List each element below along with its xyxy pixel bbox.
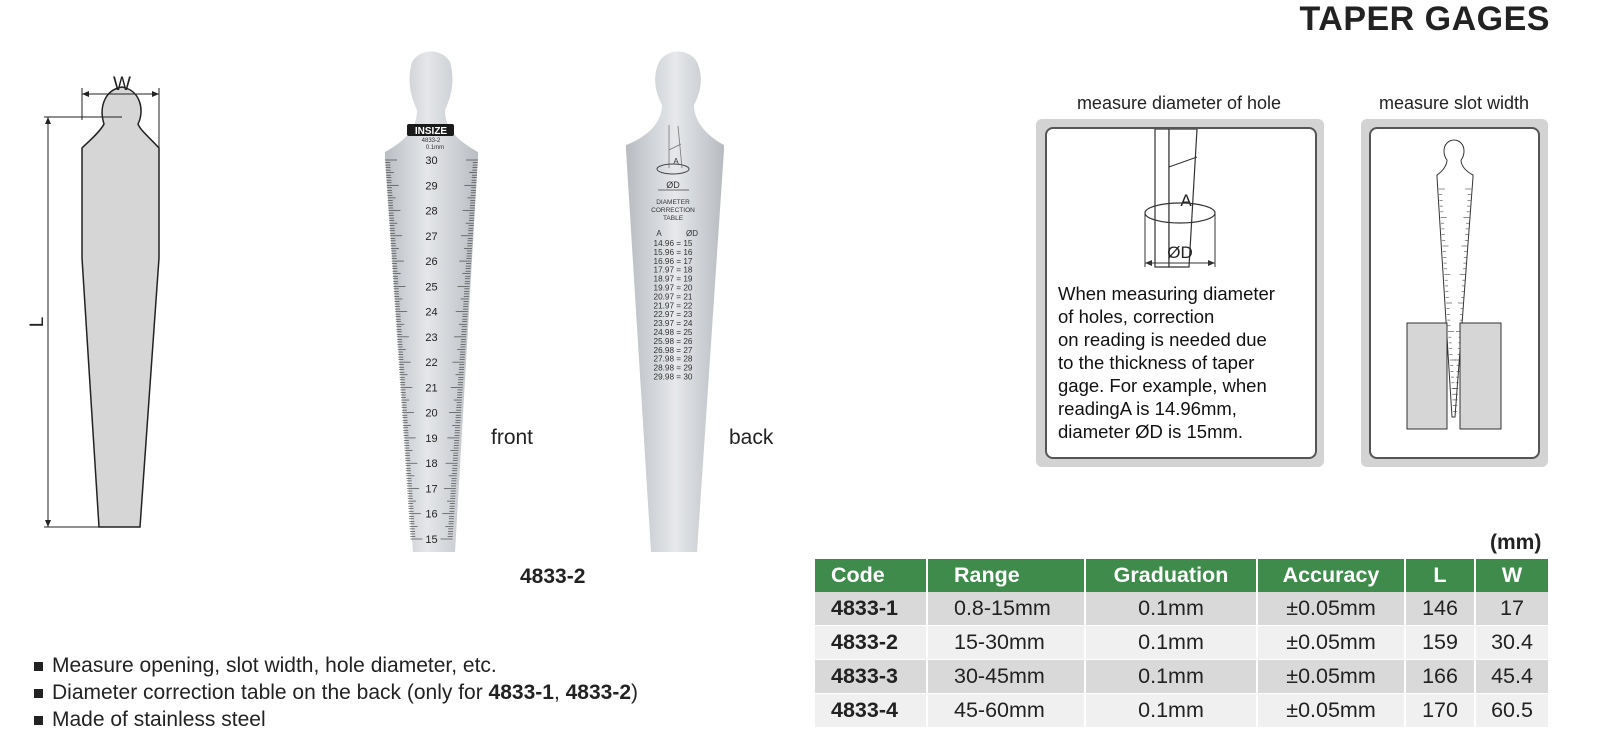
table-title-line: TABLE	[662, 215, 684, 222]
svg-text:A: A	[1180, 191, 1192, 210]
cell-w: 60.5	[1475, 694, 1548, 728]
svg-text:0.1mm: 0.1mm	[425, 145, 445, 151]
cell-code: 4833-4	[815, 694, 927, 728]
cell-l: 159	[1405, 626, 1475, 660]
cell-graduation: 0.1mm	[1085, 660, 1257, 694]
table-header-row	[815, 559, 1548, 592]
correction-row: 19.97 = 20	[653, 283, 693, 293]
cell-accuracy: ±0.05mm	[1257, 660, 1405, 694]
cell-l: 146	[1405, 592, 1475, 626]
scale-number: 16	[425, 508, 438, 521]
scale-number: 27	[425, 230, 438, 243]
feature-list	[32, 652, 638, 733]
cell-range: 30-45mm	[927, 660, 1085, 694]
cell-graduation: 0.1mm	[1085, 626, 1257, 660]
col-code: Code	[815, 559, 927, 592]
scale-number: 25	[425, 281, 438, 294]
table-title-line: CORRECTION	[651, 207, 695, 214]
cell-w: 45.4	[1475, 660, 1548, 694]
svg-text:A: A	[656, 229, 662, 238]
svg-text:4833-2: 4833-2	[421, 138, 441, 144]
cell-accuracy: ±0.05mm	[1257, 592, 1405, 626]
slot-diagram	[1371, 129, 1535, 454]
gage-outline	[82, 87, 159, 527]
col-w: W	[1475, 559, 1548, 592]
hole-panel-title: measure diameter of hole	[1076, 93, 1282, 113]
correction-row: 20.97 = 21	[653, 292, 693, 302]
cell-code: 4833-3	[815, 660, 927, 694]
svg-text:ØD: ØD	[666, 180, 680, 190]
correction-row: 15.96 = 16	[653, 247, 693, 257]
cell-graduation: 0.1mm	[1085, 592, 1257, 626]
cell-range: 0.8-15mm	[927, 592, 1085, 626]
table-title-line: DIAMETER	[656, 199, 690, 206]
correction-row: 23.97 = 24	[653, 319, 693, 329]
correction-row: 29.98 = 30	[653, 372, 693, 382]
correction-row: 22.97 = 23	[653, 310, 693, 320]
spec-table	[815, 559, 1548, 728]
list-item: Measure opening, slot width, hole diameter, etc.	[32, 652, 638, 679]
svg-text:A: A	[673, 157, 679, 166]
svg-text:INSIZE: INSIZE	[414, 126, 448, 137]
scale-number: 30	[425, 155, 438, 167]
cell-code: 4833-1	[815, 592, 927, 626]
hole-note: When measuring diameter of holes, correction on reading is needed due to the thickness of taper gage. For example, when readingA is 14.96mm, diameter ØD is 15mm.	[1058, 283, 1275, 442]
correction-table	[654, 239, 693, 382]
svg-text:ØD: ØD	[1167, 243, 1193, 262]
cell-graduation: 0.1mm	[1085, 694, 1257, 728]
unit-label: (mm)	[1490, 531, 1542, 554]
cell-w: 30.4	[1475, 626, 1548, 660]
cell-accuracy: ±0.05mm	[1257, 694, 1405, 728]
col-range: Range	[927, 559, 1085, 592]
correction-row: 24.98 = 25	[653, 328, 693, 337]
cell-l: 170	[1405, 694, 1475, 728]
front-label: front	[491, 426, 534, 449]
model-label: 4833-2	[520, 565, 586, 588]
scale-number: 21	[425, 382, 438, 395]
correction-row: 25.98 = 26	[653, 336, 693, 346]
back-gage-image	[612, 40, 742, 560]
slot-panel-title: measure slot width	[1378, 93, 1530, 113]
correction-row: 16.96 = 17	[653, 256, 693, 266]
correction-row: 18.97 = 19	[653, 274, 693, 284]
front-gage-image	[370, 40, 490, 560]
l-label: L	[27, 316, 48, 328]
hole-diagram	[1047, 129, 1313, 279]
scale-number: 22	[425, 357, 438, 370]
list-item: Diameter correction table on the back (only for 4833-1, 4833-2)	[32, 679, 638, 706]
scale-number: 26	[425, 256, 438, 269]
scale-number: 28	[425, 205, 438, 218]
correction-row: 17.97 = 18	[653, 265, 693, 275]
scale-number: 15	[425, 534, 438, 546]
list-item: Made of stainless steel	[32, 706, 638, 733]
scale-number: 24	[425, 306, 438, 319]
back-label: back	[729, 426, 774, 449]
dimension-drawing	[0, 60, 200, 540]
scale-number: 17	[425, 483, 438, 496]
table-row	[815, 694, 1548, 728]
cell-accuracy: ±0.05mm	[1257, 626, 1405, 660]
correction-row: 21.97 = 22	[653, 301, 693, 311]
scale-number: 23	[425, 331, 438, 344]
page-title: TAPER GAGES	[1299, 0, 1550, 38]
correction-row: 28.98 = 29	[653, 363, 693, 373]
col-graduation: Graduation	[1085, 559, 1257, 592]
col-accuracy: Accuracy	[1257, 559, 1405, 592]
cell-range: 45-60mm	[927, 694, 1085, 728]
cell-l: 166	[1405, 660, 1475, 694]
cell-w: 17	[1475, 592, 1548, 626]
scale-number: 29	[425, 180, 438, 193]
correction-row: 27.98 = 28	[653, 354, 693, 364]
correction-row: 26.98 = 27	[653, 345, 693, 355]
cell-range: 15-30mm	[927, 626, 1085, 660]
svg-text:ØD: ØD	[686, 229, 698, 238]
cell-code: 4833-2	[815, 626, 927, 660]
correction-row: 14.96 = 15	[653, 239, 693, 248]
scale-number: 20	[425, 407, 438, 420]
table-row	[815, 626, 1548, 660]
col-l: L	[1405, 559, 1475, 592]
table-row	[815, 592, 1548, 626]
w-label: W	[113, 74, 131, 95]
scale-number: 18	[425, 458, 438, 471]
table-row	[815, 660, 1548, 694]
scale-number: 19	[425, 432, 438, 445]
